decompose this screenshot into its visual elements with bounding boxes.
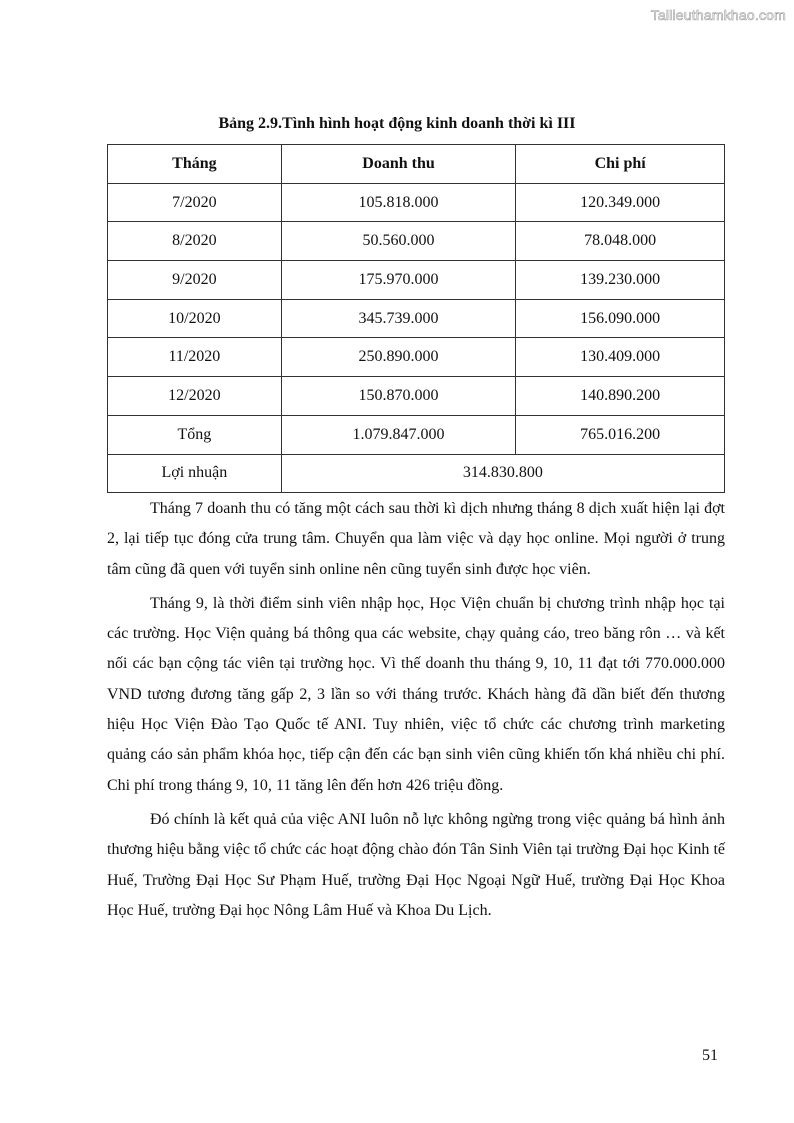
business-table [107, 144, 725, 493]
cell-cost: 156.090.000 [516, 299, 725, 338]
cell-revenue: 150.870.000 [281, 377, 516, 416]
table-row [108, 222, 725, 261]
profit-label: Lợi nhuận [108, 454, 282, 493]
watermark: Tailieuthamkhao.com [650, 7, 786, 23]
page-number: 51 [702, 1047, 718, 1064]
table-row [108, 377, 725, 416]
table-row [108, 299, 725, 338]
paragraph: Tháng 7 doanh thu có tăng một cách sau thời kì dịch nhưng tháng 8 dịch xuất hiện lại đợt 2, lại tiếp tục đóng cửa trung tâm. Chuyển qua làm việc và dạy học online. Mọi người ở trung tâm cũng đã quen với tuyển sinh online nên cũng tuyển sinh được học viên. [107, 500, 725, 578]
cell-revenue: 175.970.000 [281, 261, 516, 300]
body-text [107, 494, 725, 930]
header-month: Tháng [108, 145, 282, 184]
cell-revenue: 250.890.000 [281, 338, 516, 377]
cell-cost: 120.349.000 [516, 183, 725, 222]
cell-month: 11/2020 [108, 338, 282, 377]
total-cost: 765.016.200 [516, 415, 725, 454]
table-header-row [108, 145, 725, 184]
profit-row [108, 454, 725, 493]
profit-value: 314.830.800 [281, 454, 724, 493]
cell-month: 9/2020 [108, 261, 282, 300]
table-row [108, 183, 725, 222]
cell-cost: 130.409.000 [516, 338, 725, 377]
cell-month: 7/2020 [108, 183, 282, 222]
cell-revenue: 105.818.000 [281, 183, 516, 222]
cell-revenue: 50.560.000 [281, 222, 516, 261]
cell-cost: 78.048.000 [516, 222, 725, 261]
total-label: Tổng [108, 415, 282, 454]
cell-cost: 140.890.200 [516, 377, 725, 416]
total-row [108, 415, 725, 454]
header-cost: Chi phí [516, 145, 725, 184]
paragraph: Đó chính là kết quả của việc ANI luôn nỗ lực không ngừng trong việc quảng bá hình ảnh thương hiệu bằng việc tổ chức các hoạt động chào đón Tân Sinh Viên tại trường Đại học Kinh tế Huế, Trường Đại Học Sư Phạm Huế, trường Đại Học Ngoại Ngữ Huế, trường Đại Học Khoa Học Huế, trường Đại học Nông Lâm Huế và Khoa Du Lịch. [107, 810, 725, 919]
cell-cost: 139.230.000 [516, 261, 725, 300]
paragraph: Tháng 9, là thời điểm sinh viên nhập học, Học Viện chuẩn bị chương trình nhập học tại các trường. Học Viện quảng bá thông qua các website, chạy quảng cáo, treo băng rôn … và kết nối các bạn cộng tác viên tại trường học. Vì thế doanh thu tháng 9, 10, 11 đạt tới 770.000.000 VND tương đương tăng gấp 2, 3 lần so với tháng trước. Khách hàng đã dần biết đến thương hiệu Học Viện Đào Tạo Quốc tế ANI. Tuy nhiên, việc tổ chức các chương trình marketing quảng cáo sản phẩm khóa học, tiếp cận đến các bạn sinh viên cũng khiến tốn khá nhiều chi phí. Chi phí trong tháng 9, 10, 11 tăng lên đến hơn 426 triệu đồng. [107, 594, 725, 794]
cell-month: 8/2020 [108, 222, 282, 261]
cell-month: 10/2020 [108, 299, 282, 338]
header-revenue: Doanh thu [281, 145, 516, 184]
table-row [108, 261, 725, 300]
cell-revenue: 345.739.000 [281, 299, 516, 338]
table-row [108, 338, 725, 377]
table-caption: Bảng 2.9.Tình hình hoạt động kinh doanh thời kì III [218, 115, 576, 132]
total-revenue: 1.079.847.000 [281, 415, 516, 454]
cell-month: 12/2020 [108, 377, 282, 416]
